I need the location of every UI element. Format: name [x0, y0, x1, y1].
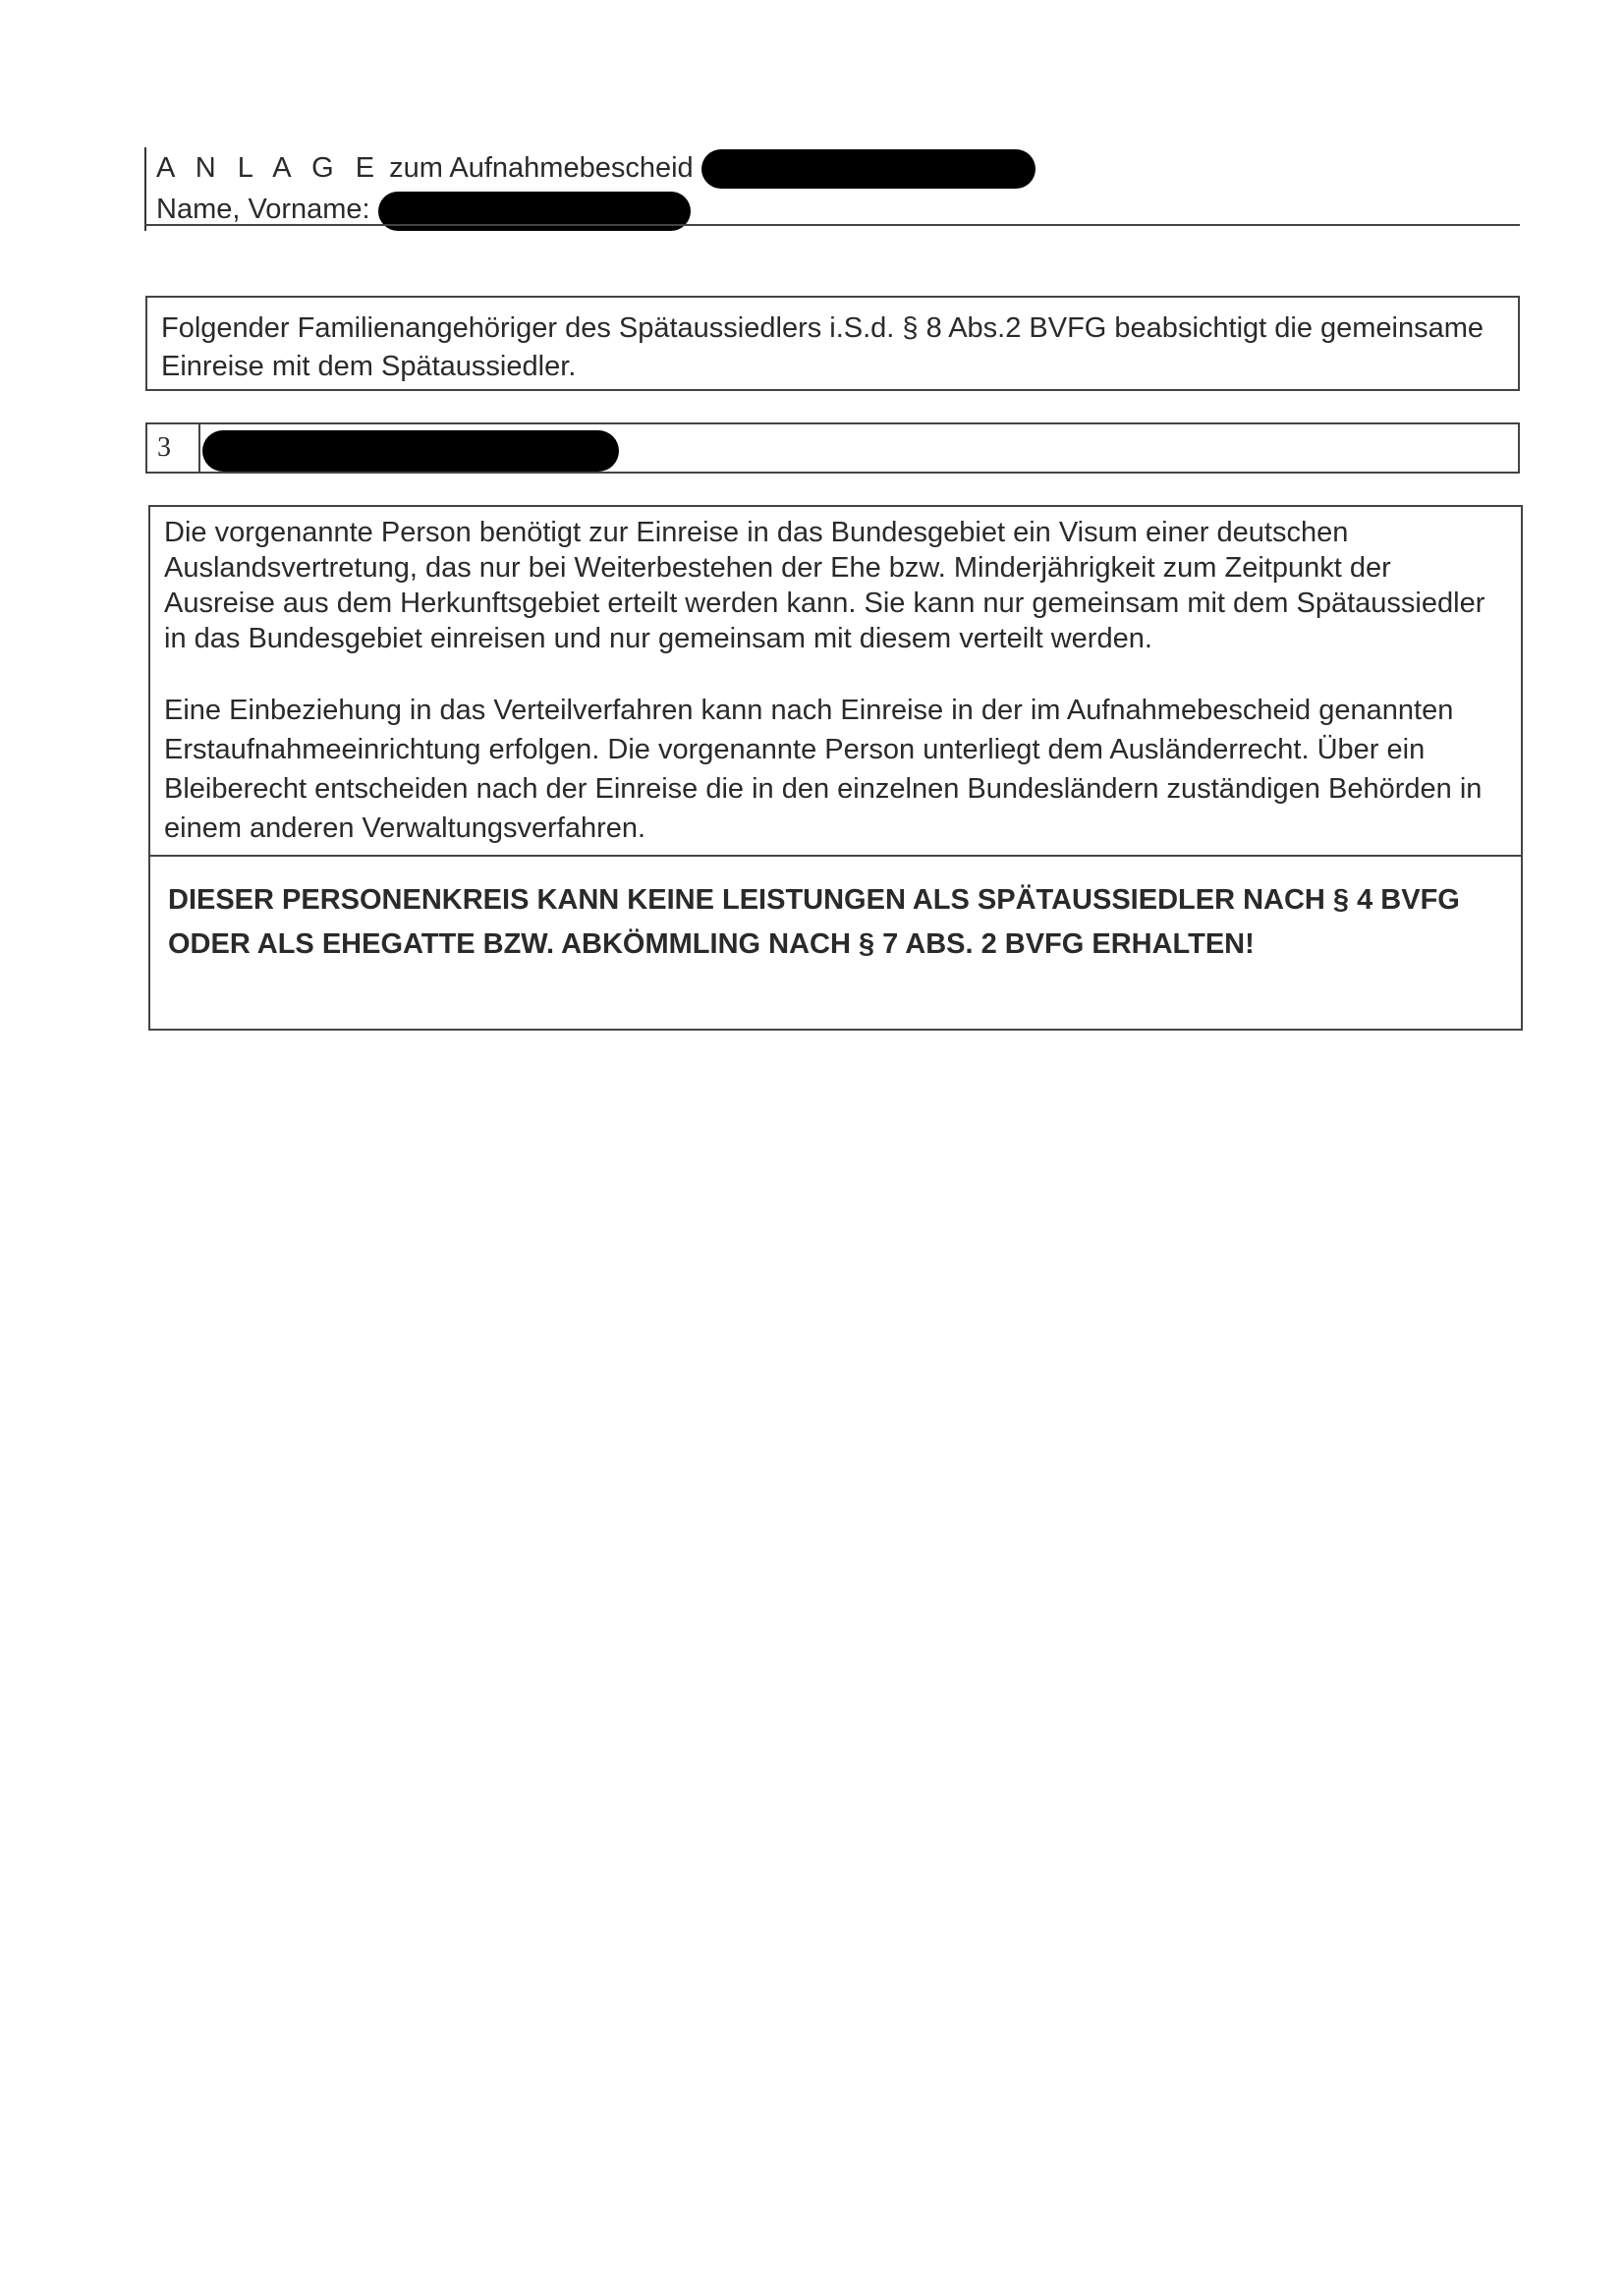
- distribution-paragraph: Eine Einbeziehung in das Verteilverfahren kann nach Einreise in der im Aufnahmebescheid genannten Erstaufnahmeeinrichtung erfolgen. Die vorgenannte Person unterliegt dem Ausländerrecht. Über ein Bleiberecht entscheiden nach der Einreise die in den einzelnen Bundesländern zuständigen Behörden in einem anderen Verwaltungsverfahren.: [164, 695, 1483, 844]
- name-label: Name, Vorname:: [156, 194, 370, 226]
- visa-paragraph: Die vorgenannte Person benötigt zur Einreise in das Bundesgebiet ein Visum einer deutschen Auslandsvertretung, das nur bei Weiterbestehen der Ehe bzw. Minderjährigkeit zum Zeitpunkt der Ausreise aus dem Herkunftsgebiet erteilt werden kann. Sie kann nur gemeinsam mit dem Spätaussiedler in das Bundesgebiet einreisen und nur gemeinsam mit diesem verteilt werden.: [164, 517, 1485, 654]
- document-header: [144, 147, 1532, 231]
- redaction-bar: [701, 149, 1036, 189]
- anlage-title: zum Aufnahmebescheid: [389, 152, 694, 184]
- anlage-line: [156, 147, 1532, 189]
- anlage-label: A N L A G E: [156, 152, 382, 184]
- notice-text: [164, 515, 1500, 882]
- member-number: 3: [147, 424, 200, 472]
- section-divider: [150, 855, 1521, 857]
- intro-box: [145, 296, 1520, 391]
- redaction-bar: [202, 430, 619, 472]
- notice-box: [148, 505, 1523, 1031]
- intro-text: Folgender Familienangehöriger des Spätaussiedlers i.S.d. § 8 Abs.2 BVFG beabsichtigt die gemeinsame Einreise mit dem Spätaussiedler.: [161, 312, 1484, 382]
- benefits-warning: DIESER PERSONENKREIS KANN KEINE LEISTUNGEN ALS SPÄTAUSSIEDLER NACH § 4 BVFG ODER ALS EHEGATTE BZW. ABKÖMMLING NACH § 7 ABS. 2 BVFG ERHALTEN!: [168, 884, 1460, 960]
- family-member-row: [145, 422, 1520, 474]
- header-rule: [144, 224, 1520, 226]
